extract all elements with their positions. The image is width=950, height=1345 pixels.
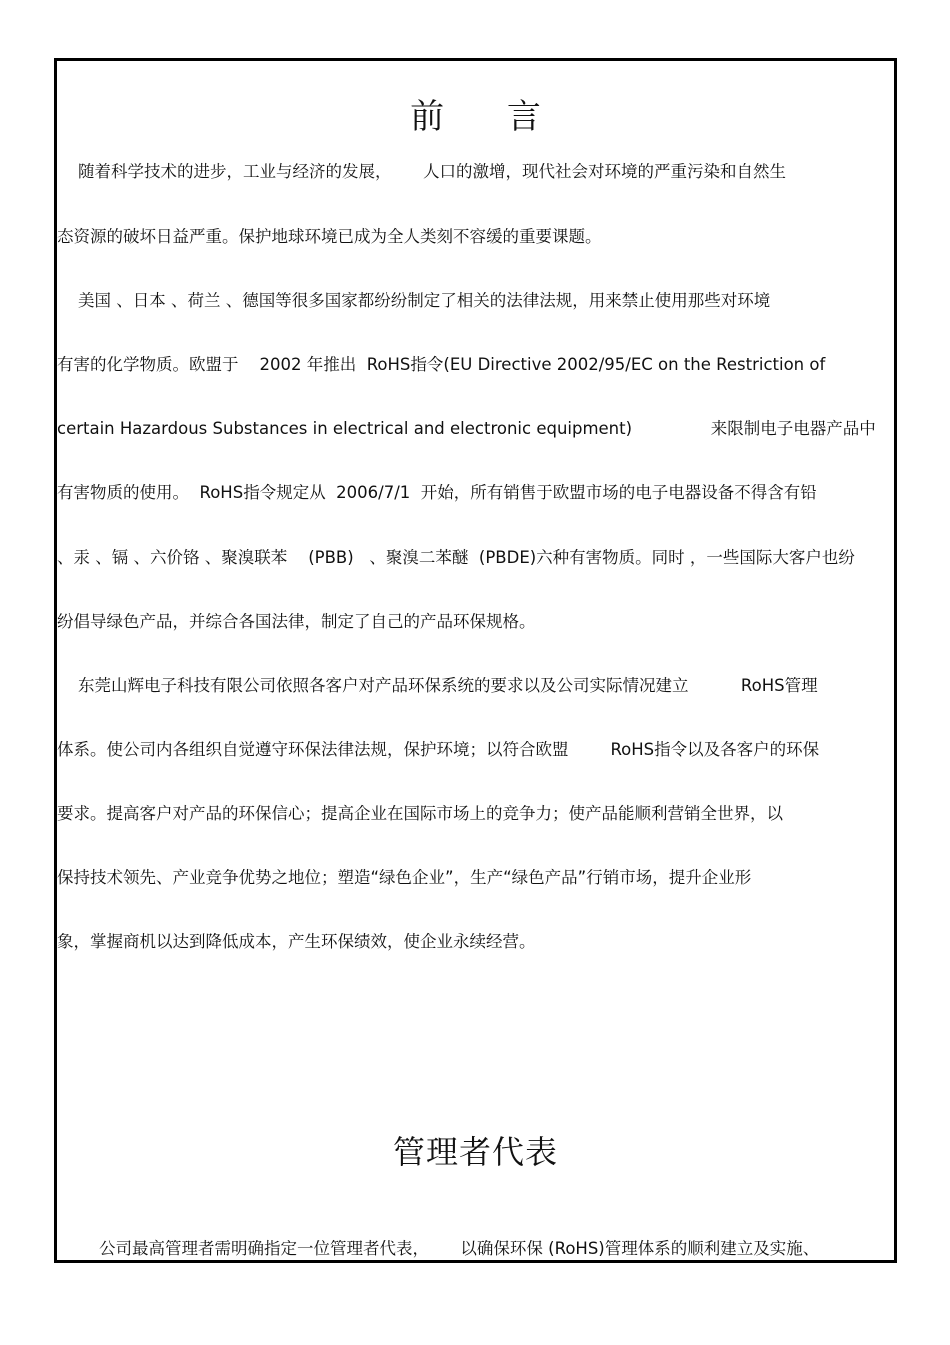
preface-line-12: 保持技术领先、产业竞争优势之地位；塑造“绿色企业”，生产“绿色产品”行销市场，提升企业形 <box>57 868 752 887</box>
section-title-management-representative: 管理者代表 <box>392 1133 558 1171</box>
section2-line-1: 公司最高管理者需明确指定一位管理者代表， 以确保环保 (RoHS)管理体系的顺利建立及实施、 <box>57 1239 820 1258</box>
preface-title: 前 言 <box>410 97 567 137</box>
preface-line-3: 美国 、日本 、荷兰 、德国等很多国家都纷纷制定了相关的法律法规，用来禁止使用那些对环境 <box>57 291 771 310</box>
preface-line-8: 纷倡导绿色产品，并综合各国法律，制定了自己的产品环保规格。 <box>57 612 536 631</box>
preface-line-4: 有害的化学物质。欧盟于 2002 年推出 RoHS指令(EU Directive 2002/95/EC on the Restriction of <box>57 355 826 374</box>
preface-line-5: certain Hazardous Substances in electrical and electronic equipment) 来限制电子电器产品中 <box>57 419 876 438</box>
preface-line-11: 要求。提高客户对产品的环保信心；提高企业在国际市场上的竞争力；使产品能顺利营销全世界，以 <box>57 804 783 823</box>
preface-line-9: 东莞山辉电子科技有限公司依照各客户对产品环保系统的要求以及公司实际情况建立 RoHS管理 <box>57 676 818 695</box>
preface-line-6: 有害物质的使用。 RoHS指令规定从 2006/7/1 开始，所有销售于欧盟市场的电子电器设备不得含有铅 <box>57 483 817 502</box>
preface-line-13: 象，掌握商机以达到降低成本，产生环保绩效，使企业永续经营。 <box>57 932 536 951</box>
preface-line-2: 态资源的破坏日益严重。保护地球环境已成为全人类刻不容缓的重要课题。 <box>57 227 602 246</box>
page-frame <box>54 58 897 1263</box>
preface-line-7: 、汞 、镉 、六价铬 、聚溴联苯 (PBB) 、聚溴二苯醚 (PBDE)六种有害物质。同时 ，一些国际大客户也纷 <box>57 548 855 567</box>
preface-line-10: 体系。使公司内各组织自觉遵守环保法律法规，保护环境；以符合欧盟 RoHS指令以及各客户的环保 <box>57 740 820 759</box>
preface-line-1: 随着科学技术的进步，工业与经济的发展， 人口的激增，现代社会对环境的严重污染和自然生 <box>57 162 786 181</box>
